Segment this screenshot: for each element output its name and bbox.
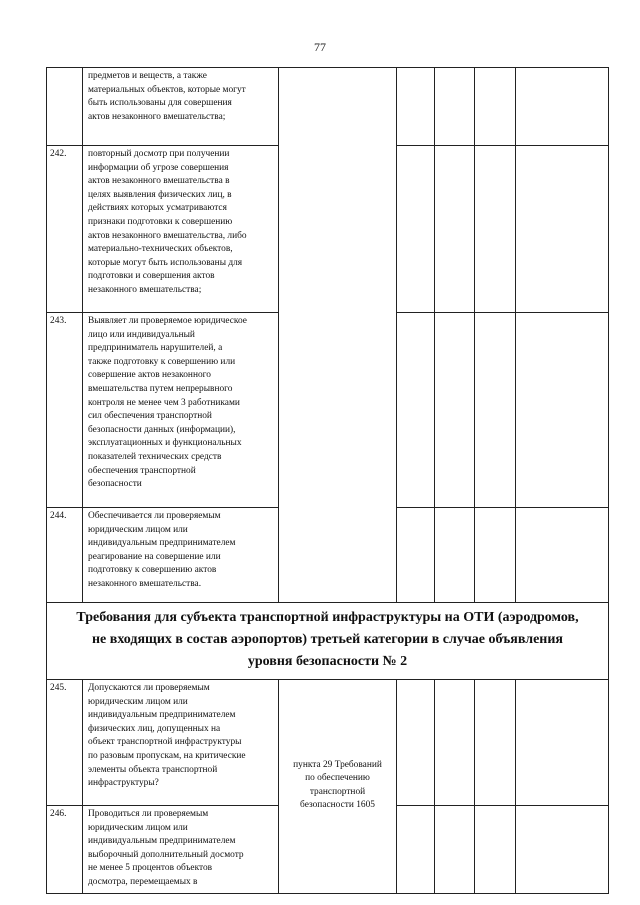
answer-no-cell (435, 68, 475, 146)
answer-no-cell (435, 680, 475, 806)
notes-cell (516, 313, 609, 508)
row-number: 244. (47, 508, 83, 603)
answer-yes-cell (397, 680, 435, 806)
section-heading: Требования для субъекта транспортной инфраструктуры на ОТИ (аэродромов, не входящих в состав аэропортов) третьей категории в случае объявления уровня безопасности № 2 (47, 603, 609, 680)
row-number: 243. (47, 313, 83, 508)
page-number: 77 (314, 40, 326, 54)
row-number: 246. (47, 806, 83, 894)
notes-cell (516, 806, 609, 894)
notes-cell (516, 680, 609, 806)
answer-na-cell (475, 680, 516, 806)
answer-na-cell (475, 508, 516, 603)
answer-na-cell (475, 806, 516, 894)
legal-reference-cell (279, 68, 397, 603)
question-text: Допускаются ли проверяемым юридическим лицом или индивидуальным предпринимателем физических лиц, допущенных на объект транспортной инфраструктуры по разовым пропускам, на критические элементы объекта транспортной инфраструктуры? (83, 680, 279, 806)
question-text: повторный досмотр при получении информации об угрозе совершения актов незаконного вмешательства в целях выявления физических лиц, в действиях которых усматриваются признаки подготовки к совершению актов незаконного вмешательства, либо материально-технических объектов, которые могут быть использованы для подготовки и совершения актов незаконного вмешательства; (83, 146, 279, 313)
answer-no-cell (435, 508, 475, 603)
section-heading-row (47, 603, 609, 680)
question-text: Обеспечивается ли проверяемым юридическим лицом или индивидуальным предпринимателем реагирование на совершение или подготовку к совершению актов незаконного вмешательства. (83, 508, 279, 603)
answer-yes-cell (397, 313, 435, 508)
answer-no-cell (435, 806, 475, 894)
row-number (47, 68, 83, 146)
table-row (47, 680, 609, 806)
legal-reference: пункта 29 Требований по обеспечению транспортной безопасности 1605 (279, 680, 397, 894)
answer-yes-cell (397, 68, 435, 146)
answer-no-cell (435, 146, 475, 313)
answer-na-cell (475, 68, 516, 146)
answer-no-cell (435, 313, 475, 508)
checklist-table (46, 67, 609, 894)
notes-cell (516, 508, 609, 603)
answer-na-cell (475, 146, 516, 313)
question-text: Проводиться ли проверяемым юридическим лицом или индивидуальным предпринимателем выборочный дополнительный досмотр не менее 5 процентов объектов досмотра, перемещаемых в (83, 806, 279, 894)
row-number: 245. (47, 680, 83, 806)
table-row (47, 68, 609, 146)
row-number: 242. (47, 146, 83, 313)
answer-yes-cell (397, 508, 435, 603)
answer-yes-cell (397, 806, 435, 894)
question-text: Выявляет ли проверяемое юридическое лицо или индивидуальный предприниматель нарушителей, а также подготовку к совершению или совершение актов незаконного вмешательства путем непрерывного контроля не менее чем 3 работниками сил обеспечения транспортной безопасности данных (информации), эксплуатационных и функциональных показателей технических средств обеспечения транспортной безопасности (83, 313, 279, 508)
notes-cell (516, 68, 609, 146)
answer-yes-cell (397, 146, 435, 313)
question-text: предметов и веществ, а также материальных объектов, которые могут быть использованы для совершения актов незаконного вмешательства; (83, 68, 279, 146)
notes-cell (516, 146, 609, 313)
answer-na-cell (475, 313, 516, 508)
